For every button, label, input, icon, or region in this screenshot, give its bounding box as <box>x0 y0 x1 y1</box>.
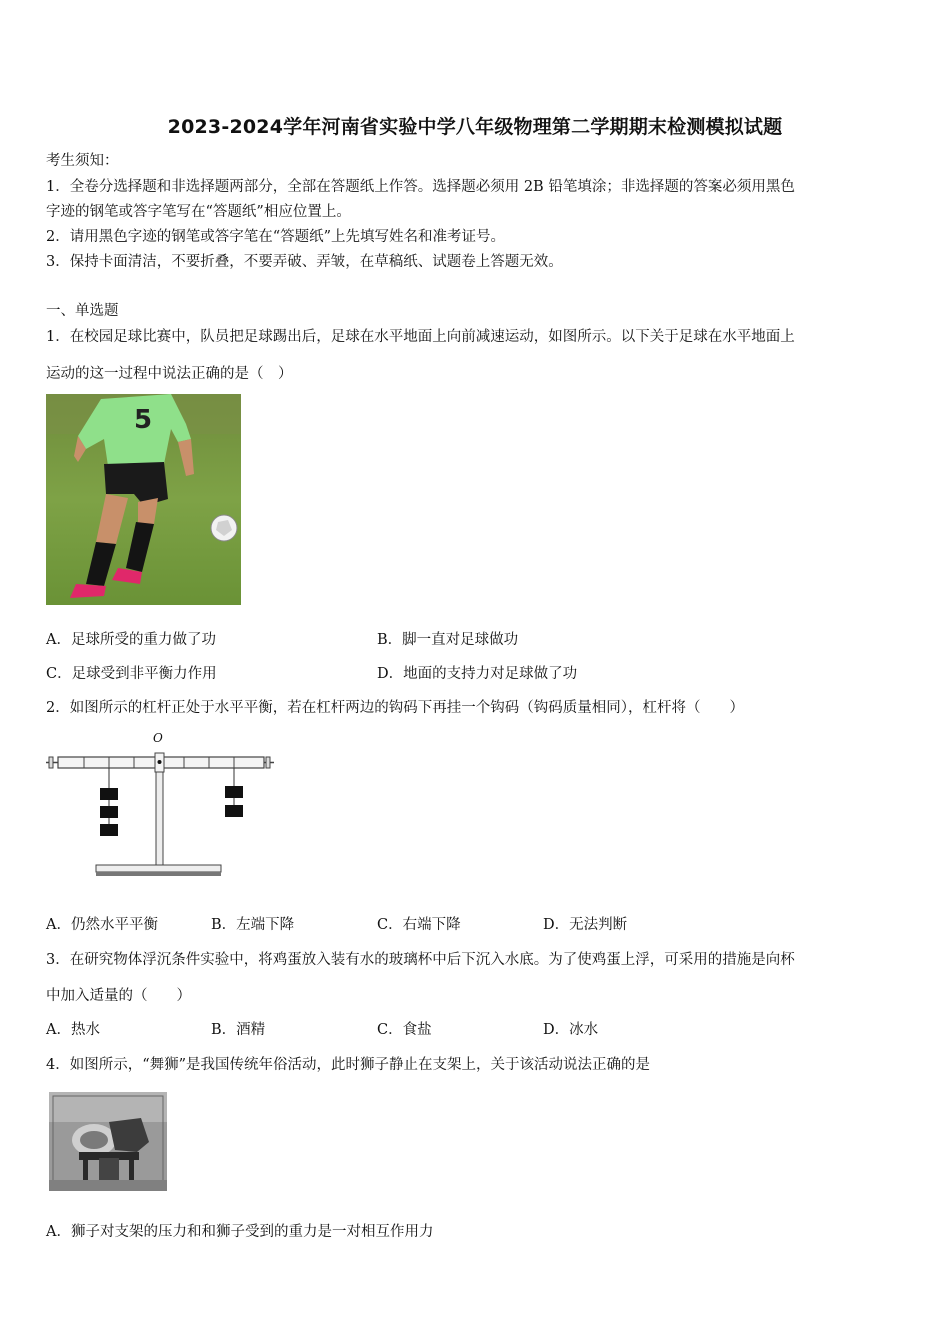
q2-option-d[interactable]: D．无法判断 <box>543 917 628 933</box>
q3-stem-line2: 中加入适量的（ ） <box>46 988 191 1004</box>
q3-stem-line1: 3．在研究物体浮沉条件实验中，将鸡蛋放入装有水的玻璃杯中后下沉入水底。为了使鸡蛋上浮，可采用的措施是向杯 <box>46 952 795 968</box>
page-title: 2023-2024学年河南省实验中学八年级物理第二学期期末检测模拟试题 <box>167 116 783 138</box>
notice-item-1: 1．全卷分选择题和非选择题两部分，全部在答题纸上作答。选择题必须用 2B 铅笔填涂；非选择题的答案必须用黑色 <box>46 179 795 195</box>
q2-stem: 2．如图所示的杠杆正处于水平平衡，若在杠杆两边的钩码下再挂一个钩码（钩码质量相同），杠杆将（ ） <box>46 700 744 716</box>
notice-heading: 考生须知： <box>46 153 119 169</box>
q2-option-c[interactable]: C．右端下降 <box>377 917 461 933</box>
q1-option-d[interactable]: D．地面的支持力对足球做了功 <box>377 666 578 682</box>
q1-stem-line1: 1．在校园足球比赛中，队员把足球踢出后，足球在水平地面上向前减速运动，如图所示。以下关于足球在水平地面上 <box>46 329 795 345</box>
soccer-photo <box>46 394 241 605</box>
q2-option-a[interactable]: A．仍然水平平衡 <box>46 917 158 933</box>
q4-stem: 4．如图所示，“舞狮”是我国传统年俗活动，此时狮子静止在支架上，关于该活动说法正确的是 <box>46 1057 651 1073</box>
pivot-label: O <box>153 731 163 745</box>
q3-option-c[interactable]: C．食盐 <box>377 1022 432 1038</box>
q3-option-d[interactable]: D．冰水 <box>543 1022 599 1038</box>
q1-option-c[interactable]: C．足球受到非平衡力作用 <box>46 666 217 682</box>
notice-item-3: 3．保持卡面清洁，不要折叠，不要弄破、弄皱，在草稿纸、试题卷上答题无效。 <box>46 254 563 270</box>
q1-option-a[interactable]: A．足球所受的重力做了功 <box>46 632 216 648</box>
q4-option-a[interactable]: A．狮子对支架的压力和和狮子受到的重力是一对相互作用力 <box>46 1224 434 1240</box>
shirt-number: 5 <box>134 405 153 435</box>
q3-option-b[interactable]: B．酒精 <box>211 1022 266 1038</box>
q1-option-b[interactable]: B．脚一直对足球做功 <box>377 632 519 648</box>
q2-option-b[interactable]: B．左端下降 <box>211 917 295 933</box>
q1-stem-line2: 运动的这一过程中说法正确的是（ ） <box>46 366 293 382</box>
q3-option-a[interactable]: A．热水 <box>46 1022 100 1038</box>
section-heading: 一、单选题 <box>46 303 119 319</box>
lever-diagram <box>44 728 276 878</box>
lion-dance-photo <box>49 1092 167 1191</box>
notice-item-1-cont: 字迹的钢笔或答字笔写在“答题纸”相应位置上。 <box>46 204 351 220</box>
notice-item-2: 2．请用黑色字迹的钢笔或答字笔在“答题纸”上先填写姓名和准考证号。 <box>46 229 506 245</box>
